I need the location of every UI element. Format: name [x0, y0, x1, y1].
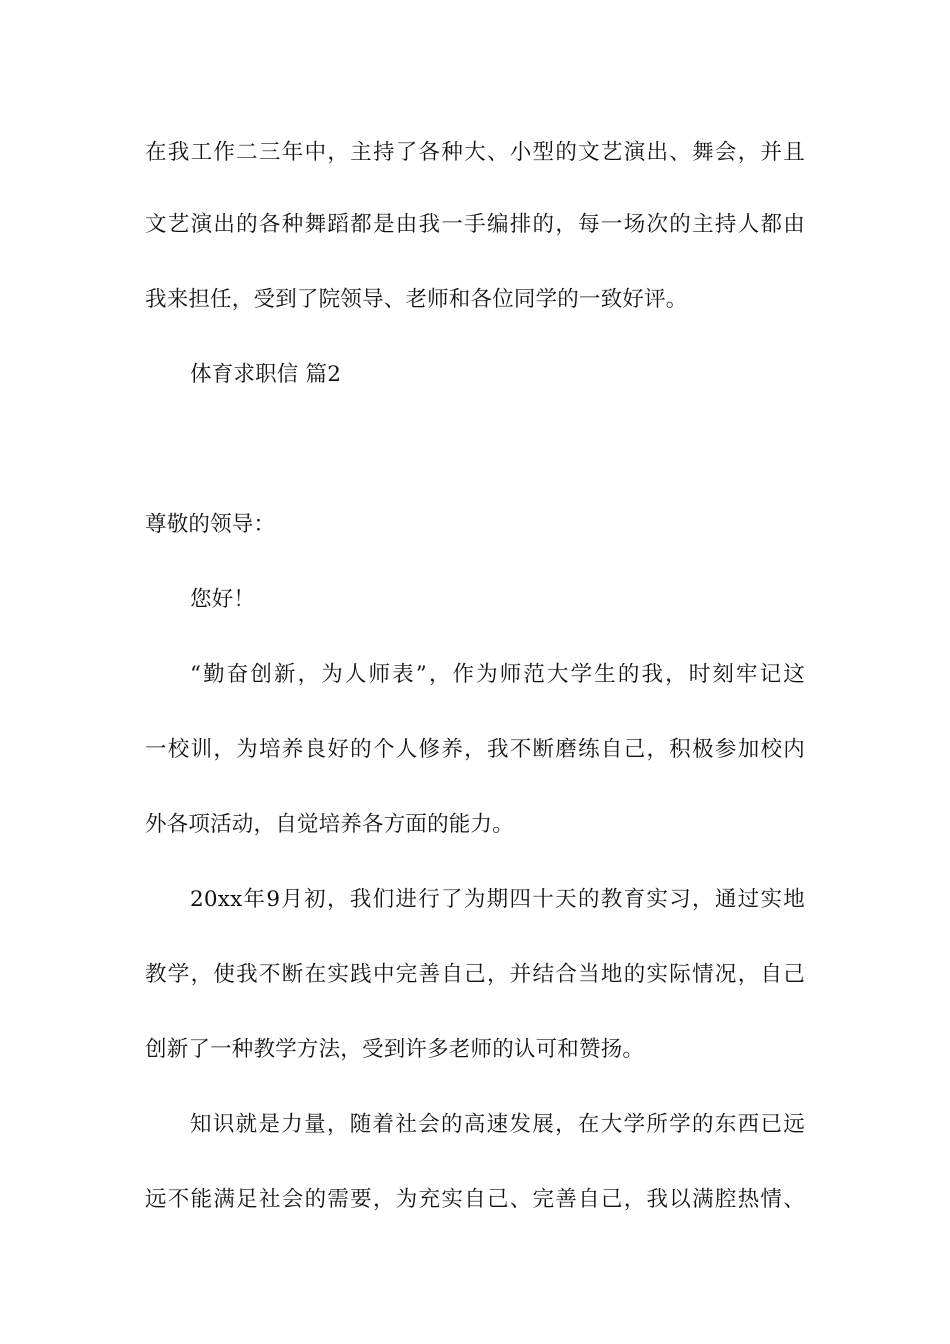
paragraph-line: 20xx年9月初，我们进行了为期四十天的教育实习，通过实地: [190, 887, 805, 912]
paragraph-line: 知识就是力量，随着社会的高速发展，在大学所学的东西已远: [190, 1112, 805, 1137]
paragraph-line: 教学，使我不断在实践中完善自己，并结合当地的实际情况，自己: [145, 962, 805, 987]
paragraph-line: 远不能满足社会的需要，为充实自己、完善自己，我以满腔热情、: [145, 1187, 805, 1212]
paragraph-line: 在我工作二三年中，主持了各种大、小型的文艺演出、舞会，并且: [145, 140, 805, 165]
paragraph-line: 文艺演出的各种舞蹈都是由我一手编排的，每一场次的主持人都由: [145, 212, 805, 237]
paragraph-line: 外各项活动，自觉培养各方面的能力。: [145, 812, 514, 837]
paragraph-line: 我来担任，受到了院领导、老师和各位同学的一致好评。: [145, 287, 688, 312]
paragraph-line: 一校训，为培养良好的个人修养，我不断磨练自己，积极参加校内: [145, 737, 805, 762]
paragraph-line: 创新了一种教学方法，受到许多老师的认可和赞扬。: [145, 1037, 645, 1062]
section-heading: 体育求职信 篇2: [190, 362, 342, 387]
greeting: 您好！: [190, 587, 256, 612]
salutation: 尊敬的领导：: [145, 512, 276, 537]
paragraph-line: “勤奋创新，为人师表”，作为师范大学生的我，时刻牢记这: [190, 662, 805, 687]
